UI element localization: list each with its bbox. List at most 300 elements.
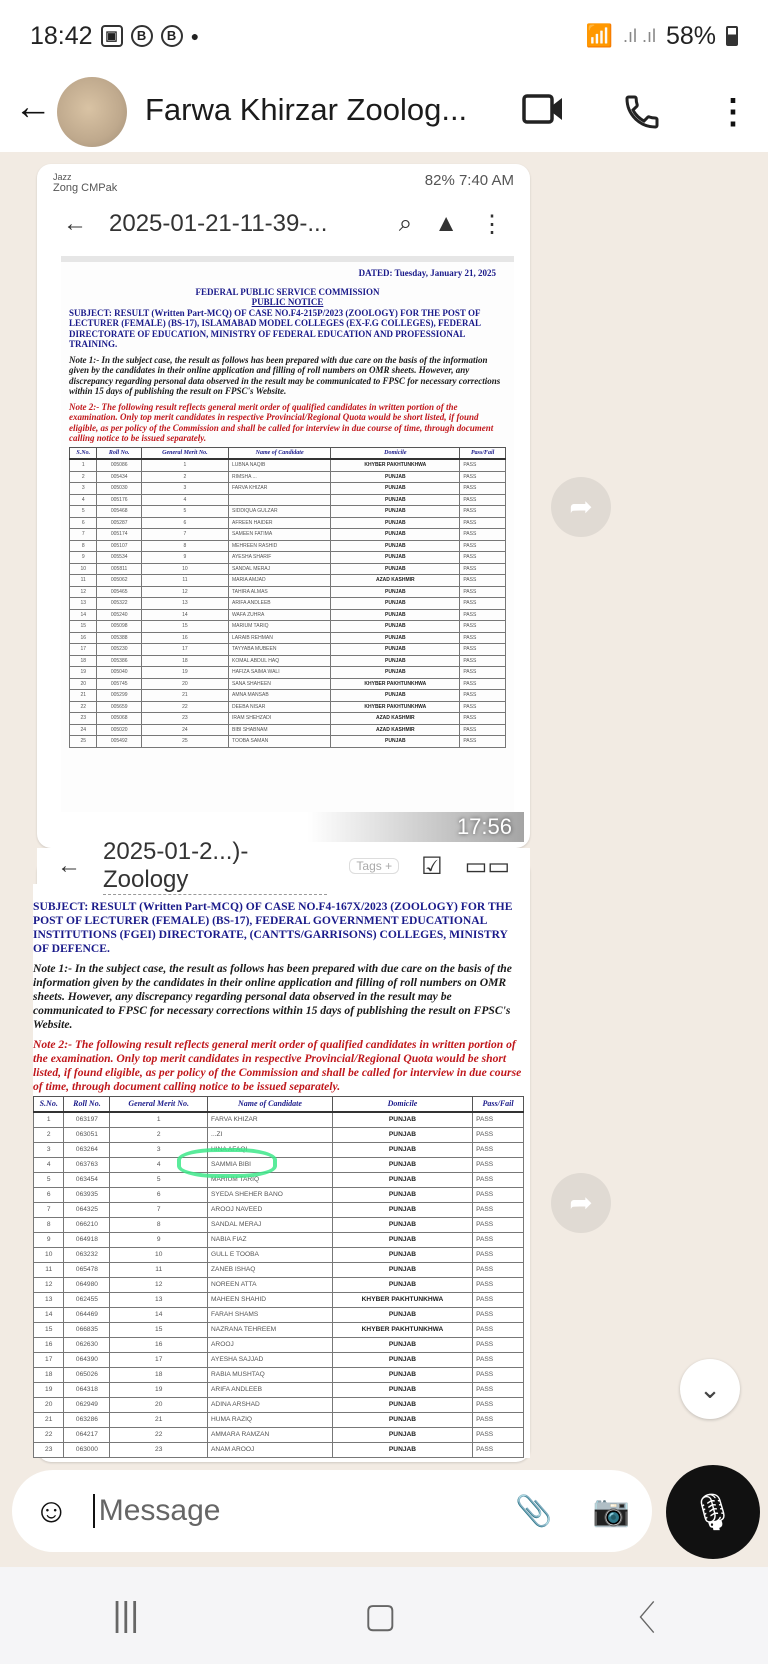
table-cell: 062949 <box>64 1398 110 1413</box>
sticker-icon[interactable]: ☺ <box>34 1491 69 1530</box>
table-cell: PUNJAB <box>332 1248 472 1263</box>
table-cell: SAMEEN FATIMA <box>228 529 330 541</box>
table-cell: SANDAL MERAJ <box>208 1218 333 1233</box>
table-cell: PUNJAB <box>332 1353 472 1368</box>
table-cell: MARIUM TARIQ <box>228 621 330 633</box>
table-cell: 7 <box>34 1203 64 1218</box>
table-cell: DEEBA NISAR <box>228 701 330 713</box>
table-cell: PASS <box>460 494 506 506</box>
table-cell: PUNJAB <box>331 540 460 552</box>
table-cell: 19 <box>34 1383 64 1398</box>
table-cell: NAZRANA TEHREEM <box>208 1323 333 1338</box>
more-vert-icon: ⋮ <box>480 210 504 238</box>
table-row <box>70 459 506 471</box>
arrow-left-icon[interactable]: ← <box>14 86 52 128</box>
table-cell: 11 <box>70 575 97 587</box>
table-cell: 005030 <box>97 483 141 495</box>
table-cell: 3 <box>34 1143 64 1158</box>
table-cell: 6 <box>141 517 228 529</box>
table-cell: 11 <box>34 1263 64 1278</box>
table-row <box>70 483 506 495</box>
column-header: Pass/Fail <box>460 447 506 459</box>
table-cell: WAFA ZUHRA <box>228 609 330 621</box>
table-cell: PASS <box>460 713 506 725</box>
table-cell: 23 <box>70 713 97 725</box>
table-cell: 064217 <box>64 1428 110 1443</box>
table-cell: PASS <box>460 575 506 587</box>
table-cell: PASS <box>473 1263 524 1278</box>
table-cell: 5 <box>110 1173 208 1188</box>
table-cell: PUNJAB <box>331 552 460 564</box>
table-cell: 17 <box>34 1353 64 1368</box>
recents-icon[interactable]: ||| <box>112 1596 140 1634</box>
carrier-label: Zong CMPak <box>53 182 118 194</box>
table-cell: PASS <box>460 563 506 575</box>
table-cell: 005098 <box>97 621 141 633</box>
table-cell: 9 <box>34 1233 64 1248</box>
table-cell: IRAM SHEHZADI <box>228 713 330 725</box>
table-cell: 3 <box>141 483 228 495</box>
column-header: S.No. <box>34 1097 64 1113</box>
table-cell: 18 <box>70 655 97 667</box>
table-row <box>70 540 506 552</box>
table-cell: KHYBER PAKHTUNKHWA <box>331 701 460 713</box>
table-cell: 20 <box>34 1398 64 1413</box>
table-cell: PASS <box>460 552 506 564</box>
table-cell: AFREEN HAIDER <box>228 517 330 529</box>
column-header: Name of Candidate <box>228 447 330 459</box>
table-cell: MAHEEN SHAHID <box>208 1293 333 1308</box>
table-cell: PASS <box>460 701 506 713</box>
column-header: Name of Candidate <box>208 1097 333 1113</box>
table-cell: ADINA ARSHAD <box>208 1398 333 1413</box>
table-cell: PASS <box>473 1338 524 1353</box>
message-input-bar[interactable] <box>12 1470 652 1552</box>
table-cell: PUNJAB <box>331 598 460 610</box>
search-doc-icon: ⌕ <box>398 210 413 237</box>
table-row <box>70 724 506 736</box>
table-row <box>34 1263 524 1278</box>
table-cell: PASS <box>473 1203 524 1218</box>
table-cell: PUNJAB <box>332 1203 472 1218</box>
table-cell: SANA SHAHEEN <box>228 678 330 690</box>
table-cell: ZANEB ISHAQ <box>208 1263 333 1278</box>
table-cell: PUNJAB <box>332 1233 472 1248</box>
table-cell: 6 <box>110 1188 208 1203</box>
table-cell: 9 <box>110 1233 208 1248</box>
table-cell: PUNJAB <box>332 1278 472 1293</box>
table-cell: PASS <box>473 1398 524 1413</box>
table-row <box>34 1443 524 1458</box>
table-cell: PASS <box>473 1443 524 1458</box>
table-cell: AYESHA SAJJAD <box>208 1353 333 1368</box>
table-row <box>70 563 506 575</box>
table-cell: 063264 <box>64 1143 110 1158</box>
table-cell: 25 <box>141 736 228 748</box>
table-cell: PUNJAB <box>332 1112 472 1128</box>
table-cell: RABIA MUSHTAQ <box>208 1368 333 1383</box>
table-cell: 9 <box>70 552 97 564</box>
table-row <box>70 517 506 529</box>
table-cell: PUNJAB <box>332 1308 472 1323</box>
table-cell: 2 <box>110 1128 208 1143</box>
table-row <box>34 1112 524 1128</box>
table-cell: PUNJAB <box>332 1443 472 1458</box>
table-row <box>34 1413 524 1428</box>
table-row <box>70 586 506 598</box>
back-nav-icon[interactable]: 〈 <box>621 1600 656 1638</box>
table-cell: 15 <box>141 621 228 633</box>
table-cell: 005468 <box>97 506 141 518</box>
table-cell: 11 <box>110 1263 208 1278</box>
table-cell: 6 <box>70 517 97 529</box>
table-cell: LARAIB REHMAN <box>228 632 330 644</box>
table-cell: 005434 <box>97 471 141 483</box>
table-cell: PASS <box>473 1308 524 1323</box>
table-cell: SYEDA SHEHER BANO <box>208 1188 333 1203</box>
status-time: 18:42 <box>30 21 93 50</box>
table-cell: PUNJAB <box>332 1158 472 1173</box>
table-cell: 005745 <box>97 678 141 690</box>
table-cell: PASS <box>460 459 506 471</box>
avatar[interactable] <box>57 77 127 147</box>
table-cell: MARIUM TARIQ <box>208 1173 333 1188</box>
table-header <box>34 1097 524 1113</box>
table-cell: PASS <box>460 632 506 644</box>
doc-notice: PUBLIC NOTICE <box>251 297 324 307</box>
result-document-1 <box>61 256 514 812</box>
table-cell: AROOJ NAVEED <box>208 1203 333 1218</box>
table-cell: TOOBA SAMAN <box>228 736 330 748</box>
table-cell: 20 <box>110 1398 208 1413</box>
table-cell: 10 <box>141 563 228 575</box>
doc-org: FEDERAL PUBLIC SERVICE COMMISSION <box>195 286 380 297</box>
table-cell: HUMA RAZIQ <box>208 1413 333 1428</box>
table-row <box>34 1203 524 1218</box>
table-cell: 8 <box>34 1218 64 1233</box>
table-cell: AMMARA RAMZAN <box>208 1428 333 1443</box>
table-row <box>34 1308 524 1323</box>
table-cell: ...ZI <box>208 1128 333 1143</box>
table-cell: PASS <box>473 1188 524 1203</box>
dot-icon: ● <box>190 28 200 44</box>
table-cell: PASS <box>460 690 506 702</box>
table-cell: AYESHA SHARIF <box>228 552 330 564</box>
table-cell: PASS <box>460 540 506 552</box>
doc-note-1: Note 1:- In the subject case, the result as follows has been prepared with due care on the basis of the information given by the candidates in their online application and filling of roll numbers on OMR sheets. However, any discrepancy regarding personal data observed in the result may be communicated to FPSC for necessary corrections within 15 days of publishing the result on FPSC's Website. <box>69 354 501 396</box>
table-row <box>70 471 506 483</box>
table-cell: 14 <box>70 609 97 621</box>
table-cell: 005174 <box>97 529 141 541</box>
table-cell: 24 <box>70 724 97 736</box>
table-cell: PUNJAB <box>332 1338 472 1353</box>
table-row <box>70 690 506 702</box>
table-cell: 14 <box>141 609 228 621</box>
table-cell: PUNJAB <box>331 644 460 656</box>
carrier-label: Jazz <box>53 172 72 182</box>
table-cell: PASS <box>473 1413 524 1428</box>
table-cell: 21 <box>34 1413 64 1428</box>
file-title: 2025-01-21-11-39-... <box>109 210 328 237</box>
table-cell: AZAD KASHMIR <box>331 724 460 736</box>
table-cell: TAYYABA MUBEEN <box>228 644 330 656</box>
table-row <box>34 1158 524 1173</box>
table-cell: PASS <box>473 1158 524 1173</box>
table-cell: 1 <box>141 459 228 471</box>
table-cell: 2 <box>34 1128 64 1143</box>
table-cell: 8 <box>110 1218 208 1233</box>
table-cell: 063286 <box>64 1413 110 1428</box>
table-cell: 13 <box>70 598 97 610</box>
table-cell: PASS <box>460 586 506 598</box>
doc-date: DATED: Tuesday, January 21, 2025 <box>358 268 496 278</box>
column-header: Pass/Fail <box>473 1097 524 1113</box>
column-header: Domicile <box>331 447 460 459</box>
book-icon: ▭▭ <box>464 852 510 880</box>
table-cell: PASS <box>460 471 506 483</box>
table-cell: 005388 <box>97 632 141 644</box>
table-cell: 18 <box>110 1368 208 1383</box>
doc-note-1: Note 1:- In the subject case, the result as follows has been prepared with due care on the basis of the information given by the candidates in their online application and filling of roll numbers on OMR sheets. However, any discrepancy regarding personal data observed in the result may be communicated to FPSC for necessary corrections within 15 days of publishing the result on FPSC's Website. <box>33 962 512 1031</box>
table-cell: 5 <box>141 506 228 518</box>
table-cell: PASS <box>473 1383 524 1398</box>
image-message-2[interactable] <box>33 837 530 1462</box>
table-cell: NABIA FIAZ <box>208 1233 333 1248</box>
table-row <box>34 1128 524 1143</box>
table-cell: 005068 <box>97 713 141 725</box>
table-cell: PASS <box>473 1248 524 1263</box>
table-cell: PUNJAB <box>331 529 460 541</box>
table-cell: KHYBER PAKHTUNKHWA <box>332 1293 472 1308</box>
table-cell: PASS <box>473 1293 524 1308</box>
scroll-down-button[interactable]: ⌄ <box>680 1359 740 1419</box>
table-cell: 1 <box>110 1112 208 1128</box>
result-document-2 <box>33 884 530 1458</box>
table-cell: PUNJAB <box>332 1188 472 1203</box>
message-time: 17:56 <box>456 814 512 839</box>
table-cell: 10 <box>110 1248 208 1263</box>
table-cell: PASS <box>473 1173 524 1188</box>
home-icon[interactable]: ▢ <box>364 1596 397 1635</box>
table-cell: 005811 <box>97 563 141 575</box>
table-cell: MEHREEN RASHID <box>228 540 330 552</box>
table-row <box>34 1338 524 1353</box>
table-cell: 063000 <box>64 1443 110 1458</box>
table-row <box>34 1368 524 1383</box>
table-cell: PASS <box>473 1112 524 1128</box>
table-cell: PUNJAB <box>331 655 460 667</box>
table-cell: 005062 <box>97 575 141 587</box>
table-cell: 005386 <box>97 655 141 667</box>
table-cell: PASS <box>460 667 506 679</box>
table-row <box>70 506 506 518</box>
table-cell: 17 <box>110 1353 208 1368</box>
table-cell: PASS <box>460 736 506 748</box>
table-cell: FARVA KHIZAR <box>228 483 330 495</box>
table-cell: AROOJ <box>208 1338 333 1353</box>
table-cell: PUNJAB <box>331 690 460 702</box>
video-call-icon[interactable] <box>522 92 564 134</box>
column-header: Domicile <box>332 1097 472 1113</box>
table-cell: 064469 <box>64 1308 110 1323</box>
table-cell: 19 <box>70 667 97 679</box>
table-cell: PUNJAB <box>331 563 460 575</box>
table-cell: 22 <box>34 1428 64 1443</box>
table-cell: PASS <box>473 1368 524 1383</box>
table-cell <box>228 494 330 506</box>
table-cell: 064918 <box>64 1233 110 1248</box>
table-cell: 22 <box>141 701 228 713</box>
table-cell: ANAM AROOJ <box>208 1443 333 1458</box>
table-cell: 4 <box>141 494 228 506</box>
table-cell: PUNJAB <box>331 621 460 633</box>
table-row <box>70 621 506 633</box>
table-cell: 2 <box>141 471 228 483</box>
table-cell: PASS <box>460 609 506 621</box>
table-cell: 16 <box>110 1338 208 1353</box>
table-cell: PUNJAB <box>332 1383 472 1398</box>
table-row <box>70 655 506 667</box>
table-cell: 065478 <box>64 1263 110 1278</box>
more-vert-icon[interactable]: ⋮ <box>716 93 750 131</box>
phone-icon[interactable] <box>622 92 662 140</box>
table-row <box>34 1173 524 1188</box>
table-cell: PUNJAB <box>331 667 460 679</box>
arrow-left-icon: ← <box>57 852 81 879</box>
table-cell: PUNJAB <box>331 471 460 483</box>
drive-add-icon: ▲ <box>434 210 458 237</box>
table-cell: 13 <box>141 598 228 610</box>
table-cell: PASS <box>460 655 506 667</box>
table-cell: 064980 <box>64 1278 110 1293</box>
table-cell: TAHIRA ALMAS <box>228 586 330 598</box>
table-cell: 15 <box>34 1323 64 1338</box>
result-table-2 <box>33 1096 524 1458</box>
table-cell: 064390 <box>64 1353 110 1368</box>
table-row <box>34 1143 524 1158</box>
chat-header <box>0 72 768 152</box>
table-cell: 14 <box>110 1308 208 1323</box>
table-cell: 063051 <box>64 1128 110 1143</box>
table-cell: 063935 <box>64 1188 110 1203</box>
table-cell: 10 <box>34 1248 64 1263</box>
camera-icon[interactable]: 📷 <box>592 1494 630 1528</box>
table-row <box>34 1353 524 1368</box>
gallery-icon: ▣ <box>101 25 123 47</box>
table-cell: 062455 <box>64 1293 110 1308</box>
table-cell: 005176 <box>97 494 141 506</box>
table-cell: PASS <box>460 644 506 656</box>
forward-button[interactable]: ➦ <box>551 477 611 537</box>
table-cell: 063232 <box>64 1248 110 1263</box>
table-cell: 16 <box>34 1338 64 1353</box>
table-cell: 7 <box>110 1203 208 1218</box>
table-cell: 20 <box>70 678 97 690</box>
table-cell: PUNJAB <box>331 483 460 495</box>
table-cell: LUBNA NAQIB <box>228 459 330 471</box>
screenshot-toolbar <box>43 196 524 252</box>
table-cell: AZAD KASHMIR <box>331 575 460 587</box>
table-cell: PASS <box>460 506 506 518</box>
table-cell: 005492 <box>97 736 141 748</box>
table-cell: KHYBER PAKHTUNKHWA <box>332 1323 472 1338</box>
wifi-icon: 📶 <box>585 23 613 48</box>
table-cell: 19 <box>110 1383 208 1398</box>
table-row <box>34 1428 524 1443</box>
screenshot-status: 82% 7:40 AM <box>424 172 514 189</box>
table-cell: 12 <box>34 1278 64 1293</box>
table-cell: PUNJAB <box>331 506 460 518</box>
table-row <box>34 1383 524 1398</box>
table-cell: 005299 <box>97 690 141 702</box>
table-cell: 1 <box>70 459 97 471</box>
mic-button[interactable]: 🎙 <box>666 1465 760 1559</box>
table-cell: 005465 <box>97 586 141 598</box>
table-cell: 21 <box>110 1413 208 1428</box>
table-cell: SAMMIA BIBI <box>208 1158 333 1173</box>
table-cell: NOREEN ATTA <box>208 1278 333 1293</box>
table-cell: 4 <box>34 1158 64 1173</box>
table-row <box>34 1188 524 1203</box>
forward-button[interactable]: ➦ <box>551 1173 611 1233</box>
table-cell: ARIFA ANDLEEB <box>228 598 330 610</box>
table-row <box>70 701 506 713</box>
table-cell: 22 <box>110 1428 208 1443</box>
column-header: Roll No. <box>64 1097 110 1113</box>
table-cell: 2 <box>70 471 97 483</box>
table-cell: 005020 <box>97 724 141 736</box>
table-cell: 16 <box>141 632 228 644</box>
table-cell: 005086 <box>97 459 141 471</box>
table-cell: 5 <box>34 1173 64 1188</box>
table-cell: PASS <box>473 1143 524 1158</box>
table-cell: PASS <box>460 621 506 633</box>
table-cell: 063454 <box>64 1173 110 1188</box>
doc-subject: SUBJECT: RESULT (Written Part-MCQ) OF CASE NO.F4-215P/2023 (ZOOLOGY) FOR THE POST OF LECTURER (FEMALE) (BS-17), ISLAMABAD MODEL COLLEGES (EX-F.G COLLEGES), FEDERAL DIRECTORATE OF EDUCATION, MINISTRY OF FEDERAL EDUCATION AND PROFESSIONAL TRAINING. <box>69 307 481 349</box>
table-cell: 065026 <box>64 1368 110 1383</box>
table-cell: KHYBER PAKHTUNKHWA <box>331 678 460 690</box>
message-input[interactable]: Message <box>93 1494 516 1528</box>
doc-note-2: Note 2:- The following result reflects general merit order of qualified candidates in written portion of the examination. Only top merit candidates in respective Provincial/Regional Quota would be short listed, if found eligible, as per policy of the Commission and shall be called for interview in due course of time, through document calling notice to be issued separately. <box>33 1038 522 1093</box>
table-cell: PASS <box>473 1353 524 1368</box>
b-app-icon: B <box>131 25 153 47</box>
table-cell: PASS <box>460 483 506 495</box>
table-cell: 066835 <box>64 1323 110 1338</box>
table-cell: 8 <box>70 540 97 552</box>
table-cell: 3 <box>70 483 97 495</box>
table-cell: KOMAL ABDUL HAQ <box>228 655 330 667</box>
table-cell: PUNJAB <box>332 1173 472 1188</box>
image-message-1[interactable] <box>37 164 530 848</box>
table-row <box>70 678 506 690</box>
table-cell: 005107 <box>97 540 141 552</box>
table-cell: 22 <box>70 701 97 713</box>
attach-icon[interactable]: 📎 <box>515 1494 553 1528</box>
table-cell: 4 <box>110 1158 208 1173</box>
table-cell: 7 <box>141 529 228 541</box>
table-cell: 12 <box>110 1278 208 1293</box>
doc-note-2: Note 2:- The following result reflects general merit order of qualified candidates in written portion of the examination. Only top merit candidates in respective Provincial/Regional Quota would be short listed, if found eligible, as per policy of the Commission and shall be called for interview in due course of time, through document calling notice to be issued separately. <box>69 401 494 443</box>
table-cell: PUNJAB <box>332 1398 472 1413</box>
contact-name[interactable]: Farwa Khirzar Zoolog... <box>145 92 468 127</box>
table-row <box>34 1398 524 1413</box>
table-row <box>70 598 506 610</box>
table-cell: 064318 <box>64 1383 110 1398</box>
table-cell: 23 <box>110 1443 208 1458</box>
table-cell: PASS <box>460 678 506 690</box>
column-header: General Merit No. <box>110 1097 208 1113</box>
table-cell: 063763 <box>64 1158 110 1173</box>
